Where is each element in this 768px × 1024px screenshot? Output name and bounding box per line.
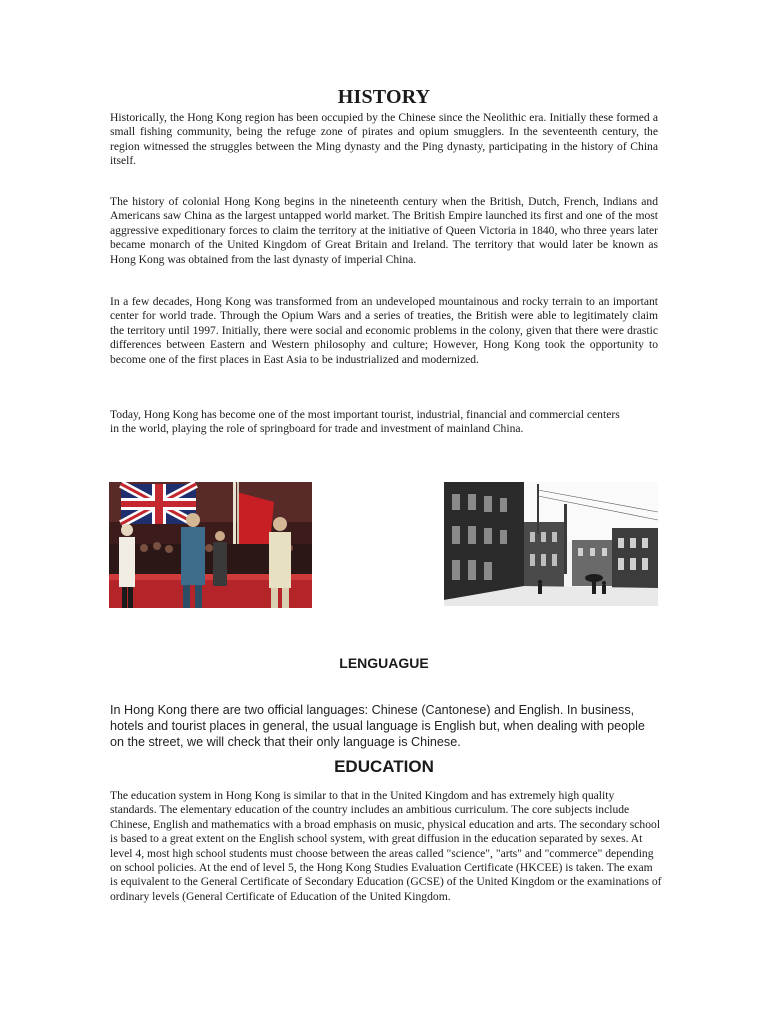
history-paragraph-4: Today, Hong Kong has become one of the most important tourist, industrial, financial and commercial centers in the world, playing the role of springboard for trade and investment of mainland China. [110, 408, 620, 436]
history-paragraph-2: The history of colonial Hong Kong begins in the nineteenth century when the British, Dutch, French, Indians and Americans saw China as the largest untapped world market. The British Empire launched its first and one of the most aggressive expeditionary forces to claim the territory at the initiative of Queen Victoria in 1840, who three years later became monarch of the United Kingdom of Great Britain and Ireland. The territory that would later be known as Hong Kong was obtained from the last dynasty of imperial China. [110, 195, 658, 266]
handover-ceremony-photo [109, 482, 312, 608]
history-paragraph-1: Historically, the Hong Kong region has been occupied by the Chinese since the Neolithic era. Initially these formed a small fishing community, being the refuge zone of pirates and opium smugglers. In the seventeenth century, the region witnessed the struggles between the Ming dynasty and the Ping dynasty, participating in the history of China itself. [110, 111, 658, 168]
history-heading: HISTORY [337, 86, 431, 108]
language-heading: LENGUAGUE [339, 655, 429, 671]
history-paragraph-3: In a few decades, Hong Kong was transformed from an undeveloped mountainous and rocky terrain to an important center for world trade. Through the Opium Wars and a series of treaties, the British were able to legitimately claim the territory until 1997. Initially, there were social and economic problems in the colony, given that there were drastic differences between Eastern and Western philosophy and culture; However, Hong Kong took the opportunity to become one of the first places in East Asia to be industrialized and modernized. [110, 295, 658, 366]
education-heading: EDUCATION [334, 757, 434, 776]
education-paragraph: The education system in Hong Kong is similar to that in the United Kingdom and has extremely high quality standards. The elementary education of the country includes an ambitious curriculum. The core subjects include Chinese, English and mathematics with a broad emphasis on music, physical education and arts. The secondary school is based to a great extent on the English school system, with great diffusion in the education separated by sexes. At level 4, most high school students must choose between the areas called "science", "arts" and "commerce" depending on school policies. At the end of level 5, the Hong Kong Studies Evaluation Certificate (HKCEE) is taken. The exam is equivalent to the General Certificate of Secondary Education (GCSE) of the United Kingdom or the examinations of ordinary levels (General Certificate of Education of the United Kingdom. [110, 789, 662, 903]
language-paragraph: In Hong Kong there are two official languages: Chinese (Cantonese) and English. In business, hotels and tourist places in general, the usual language is English but, when dealing with people on the street, we will check that their only language is Chinese. [110, 703, 645, 749]
historic-street-photo [444, 482, 658, 606]
